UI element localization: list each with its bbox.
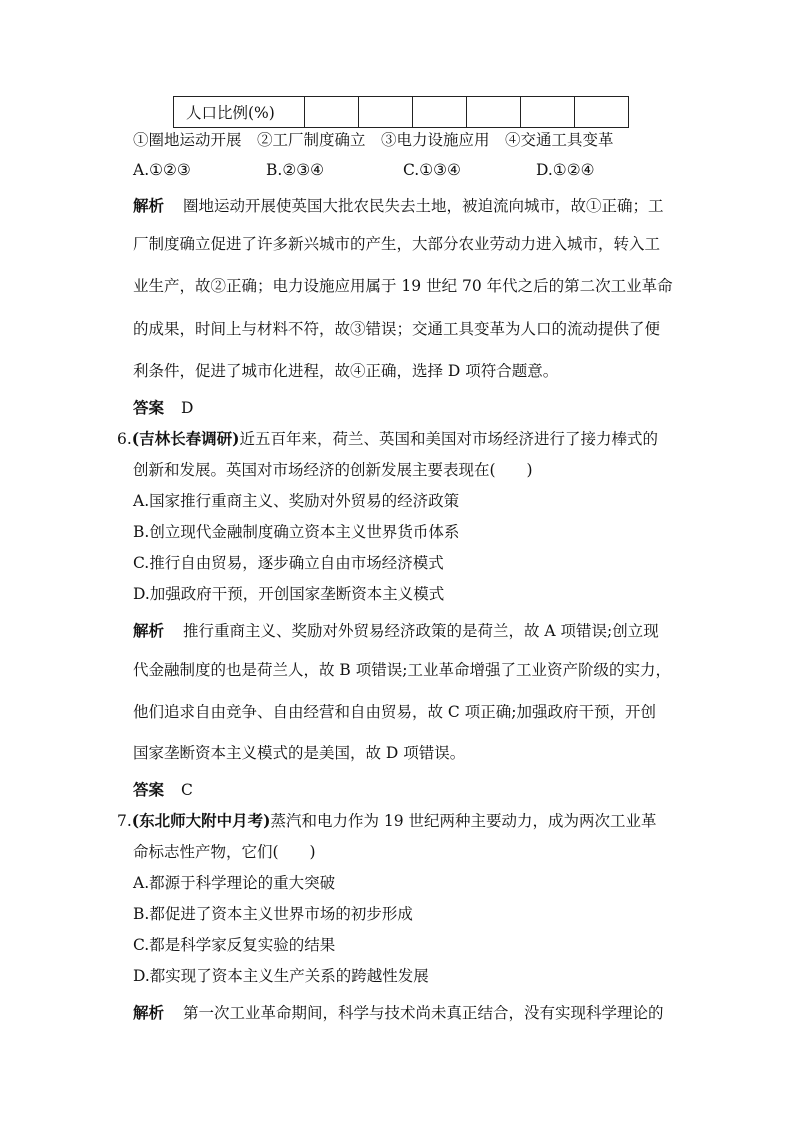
q6-option-c: C.推行自由贸易，逐步确立自由市场经济模式 — [133, 554, 444, 572]
q5-analysis-line: 厂制度确立促进了许多新兴城市的产生，大部分农业劳动力进入城市，转入工 — [133, 235, 661, 253]
q7-option-a: A.都源于科学理论的重大突破 — [133, 874, 336, 892]
q7-analysis-line: 第一次工业革命期间，科学与技术尚未真正结合，没有实现科学理论的 — [183, 1004, 664, 1022]
q5-option-a: A.①②③ — [133, 161, 191, 179]
q6-analysis-line: 推行重商主义、奖励对外贸易经济政策的是荷兰，故 A 项错误;创立现 — [183, 622, 659, 640]
q6-answer-label: 答案 — [133, 780, 165, 799]
q5-items: ①圈地运动开展 ②工厂制度确立 ③电力设施应用 ④交通工具变革 — [133, 131, 614, 149]
q5-answer-label: 答案 — [133, 398, 165, 417]
q7-stem-line: 蒸汽和电力作为 19 世纪两种主要动力，成为两次工业革 — [270, 812, 657, 830]
q5-option-d: D.①②④ — [536, 161, 595, 179]
q5-analysis-line: 圈地运动开展使英国大批农民失去土地，被迫流向城市，故①正确；工 — [183, 197, 664, 215]
q7-option-c: C.都是科学家反复实验的结果 — [133, 936, 336, 954]
q5-analysis-line: 的成果，时间上与材料不符，故③错误；交通工具变革为人口的流动提供了便 — [133, 320, 661, 338]
q5-option-c: C.①③④ — [403, 161, 461, 179]
table-cell — [413, 97, 467, 128]
q6-answer: C — [181, 781, 193, 799]
q7-source: (东北师大附中月考) — [131, 811, 271, 830]
q6-option-b: B.创立现代金融制度确立资本主义世界货币体系 — [133, 523, 460, 541]
q6-analysis-label: 解析 — [133, 621, 165, 640]
q5-analysis-line: 业生产，故②正确；电力设施应用属于 19 世纪 70 年代之后的第二次工业革命 — [133, 277, 673, 295]
q6-option-d: D.加强政府干预，开创国家垄断资本主义模式 — [133, 585, 445, 603]
q7-stem-line: 命标志性产物，它们( ) — [133, 843, 316, 861]
q6-analysis-line: 他们追求自由竞争、自由经营和自由贸易，故 C 项正确;加强政府干预，开创 — [133, 703, 656, 721]
q6-stem — [117, 429, 658, 449]
q6-option-a: A.国家推行重商主义、奖励对外贸易的经济政策 — [133, 492, 460, 510]
table-cell — [575, 97, 629, 128]
table-cell — [305, 97, 359, 128]
q5-answer: D — [181, 399, 194, 417]
q5-analysis-label: 解析 — [133, 196, 165, 215]
q6-analysis-line: 代金融制度的也是荷兰人，故 B 项错误;工业革命增强了工业资产阶级的实力， — [133, 661, 671, 679]
q7-option-d: D.都实现了资本主义生产关系的跨越性发展 — [133, 967, 429, 985]
q5-analysis-line: 利条件，促进了城市化进程，故④正确，选择 D 项符合题意。 — [133, 362, 559, 380]
q7-stem — [117, 811, 657, 831]
population-ratio-table — [173, 96, 629, 128]
q6-stem-line: 近五百年来，荷兰、英国和美国对市场经济进行了接力棒式的 — [239, 430, 658, 448]
table-row-label: 人口比例(%) — [174, 97, 305, 128]
q6-source: (吉林长春调研) — [131, 429, 240, 448]
q6-number: 6. — [117, 430, 132, 448]
q7-option-b: B.都促进了资本主义世界市场的初步形成 — [133, 905, 413, 923]
q7-number: 7. — [117, 812, 132, 830]
q6-analysis-line: 国家垄断资本主义模式的是美国，故 D 项错误。 — [133, 744, 466, 762]
q6-stem-line: 创新和发展。英国对市场经济的创新发展主要表现在( ) — [133, 461, 533, 479]
table-cell — [467, 97, 521, 128]
q5-option-b: B.②③④ — [266, 161, 325, 179]
q7-analysis-label: 解析 — [133, 1003, 165, 1022]
table-cell — [521, 97, 575, 128]
table-row — [174, 97, 629, 128]
table-cell — [359, 97, 413, 128]
